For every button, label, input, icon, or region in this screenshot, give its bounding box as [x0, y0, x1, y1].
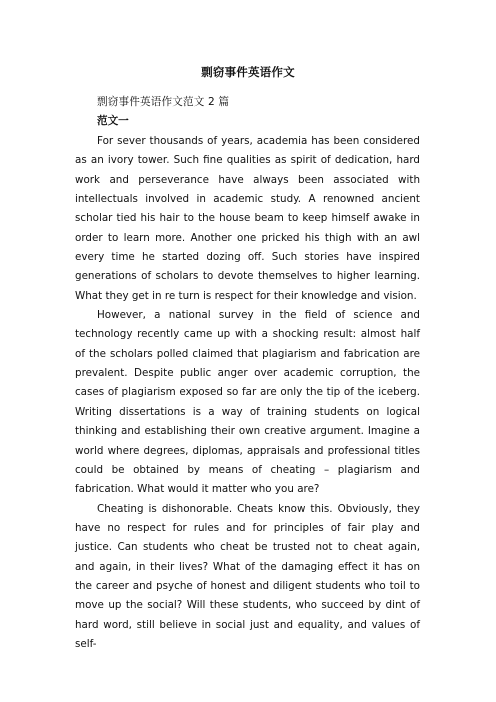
essay-paragraph-2: However, a national survey in the field of science and technology recently came up with a shocking result: almost half of the scholars polled claimed that plagiarism and fabrication are prevalent. Despite public anger over academic corruption, the cases of plagiarism exposed so far are only the tip of the iceberg. Writing dissertations is a way of training students on logical thinking and establishing their own creative argument. Imagine a world where degrees, diplomas, appraisals and professional titles could be obtained by means of cheating – plagiarism and fabrication. What would it matter who you are?	[75, 309, 420, 496]
page-title: 剽窃事件英语作文	[201, 65, 295, 79]
document-subtitle: 剽窃事件英语作文范文 2 篇	[97, 96, 230, 108]
essay-paragraph-3: Cheating is dishonorable. Cheats know this. Obviously, they have no respect for rules and for principles of fair play and justice. Can students who cheat be trusted not to cheat again, and again, in their lives? What of the damaging effect it has on the career and psyche of honest and diligent students who toil to move up the social? Will these students, who succeed by dint of hard word, still believe in social just and equality, and values of self-	[75, 502, 420, 650]
section-heading: 范文一	[97, 115, 129, 127]
essay-paragraph-1: For sever thousands of years, academia has been considered as an ivory tower. Such fine qualities as spirit of dedication, hard work and perseverance have always been associated with intellectuals involved in academic study. A renowned ancient scholar tied his hair to the house beam to keep himself awake in order to learn more. Another one pricked his thigh with an awl every time he started dozing off. Such stories have inspired generations of scholars to devote themselves to higher learning. What they get in re turn is respect for their knowledge and vision.	[75, 135, 420, 302]
essay-body	[75, 132, 420, 654]
